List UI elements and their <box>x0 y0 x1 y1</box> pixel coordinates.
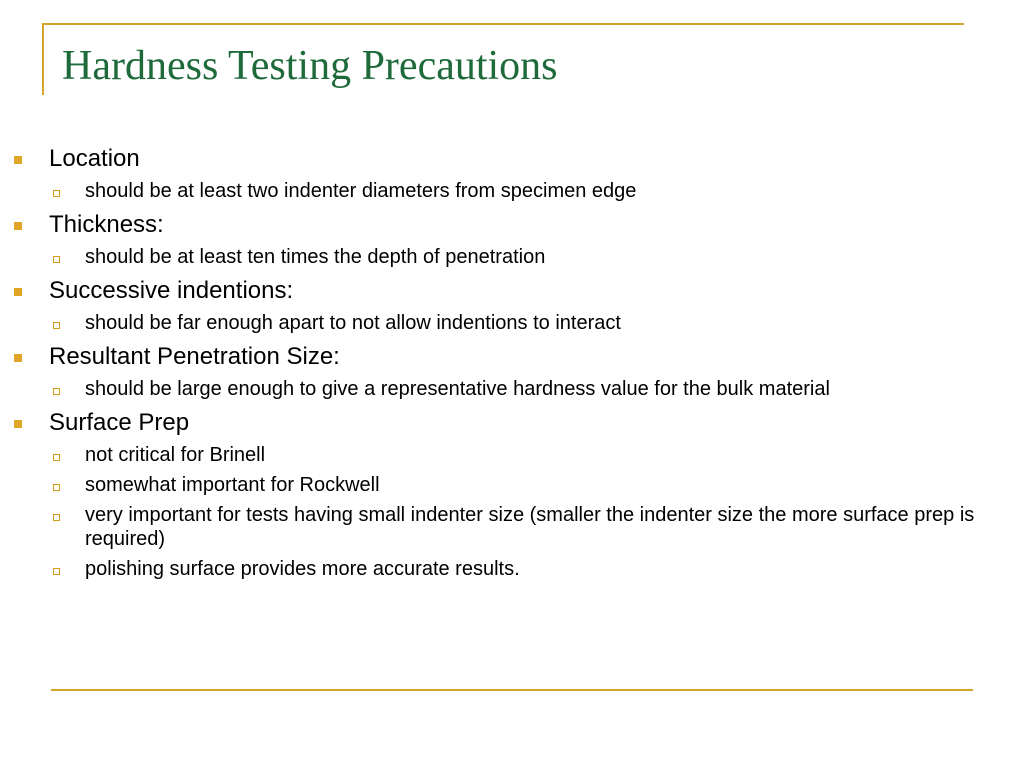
hollow-square-bullet-icon <box>52 245 85 269</box>
bottom-rule <box>51 689 973 691</box>
bullet-label: Successive indentions: <box>49 277 294 304</box>
bullet-item-successive-indentions <box>14 277 1004 305</box>
sub-bullet-text: should be far enough apart to not allow indentions to interact <box>85 312 621 334</box>
square-bullet-icon <box>14 343 49 371</box>
sub-bullet-text: not critical for Brinell <box>85 444 266 466</box>
sub-bullet-item <box>14 473 1004 497</box>
left-rule <box>42 23 44 95</box>
sub-bullet-item <box>14 311 1004 335</box>
hollow-square-bullet-icon <box>52 311 85 335</box>
top-rule <box>42 23 964 25</box>
sub-bullet-item <box>14 443 1004 467</box>
bullet-item-resultant-penetration-size <box>14 343 1004 371</box>
bullet-list <box>14 143 1004 581</box>
sub-bullet-item <box>14 557 1004 581</box>
bullet-label: Resultant Penetration Size: <box>49 343 340 370</box>
bullet-label: Thickness: <box>49 211 164 238</box>
bullet-label: Surface Prep <box>49 409 190 436</box>
hollow-square-bullet-icon <box>52 557 85 581</box>
sub-bullet-text: should be large enough to give a representative hardness value for the bulk material <box>85 378 830 400</box>
sub-bullet-text: polishing surface provides more accurate results. <box>85 558 520 580</box>
bullet-item-thickness <box>14 211 1004 239</box>
hollow-square-bullet-icon <box>52 179 85 203</box>
sub-bullet-item <box>14 377 1004 401</box>
bullet-item-surface-prep <box>14 409 1004 437</box>
bullet-label: Location <box>49 145 140 172</box>
bullet-item-location <box>14 145 1004 173</box>
square-bullet-icon <box>14 409 49 437</box>
hollow-square-bullet-icon <box>52 503 85 527</box>
hollow-square-bullet-icon <box>52 473 85 497</box>
slide-title: Hardness Testing Precautions <box>62 43 558 89</box>
sub-bullet-item <box>14 503 1004 551</box>
sub-bullet-text: should be at least two indenter diameters from specimen edge <box>85 180 637 202</box>
sub-bullet-text: very important for tests having small indenter size (smaller the indenter size the more surface prep is required) <box>85 504 975 550</box>
hollow-square-bullet-icon <box>52 443 85 467</box>
sub-bullet-text: should be at least ten times the depth of penetration <box>85 246 546 268</box>
sub-bullet-item <box>14 179 1004 203</box>
sub-bullet-text: somewhat important for Rockwell <box>85 474 380 496</box>
square-bullet-icon <box>14 211 49 239</box>
square-bullet-icon <box>14 145 49 173</box>
square-bullet-icon <box>14 277 49 305</box>
sub-bullet-item <box>14 245 1004 269</box>
hollow-square-bullet-icon <box>52 377 85 401</box>
